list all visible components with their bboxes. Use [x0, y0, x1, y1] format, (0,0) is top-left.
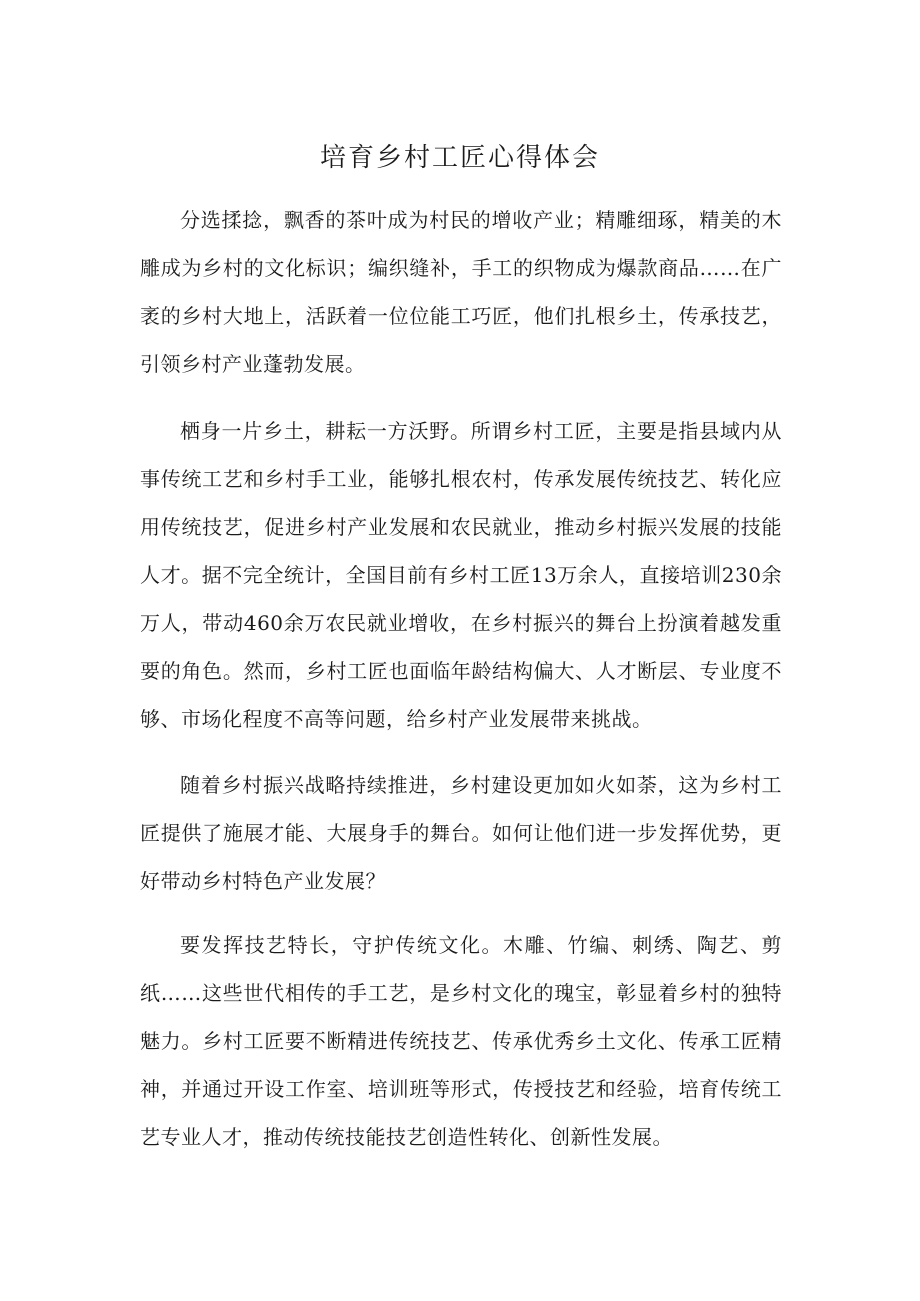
paragraph: 栖身一片乡土，耕耘一方沃野。所谓乡村工匠，主要是指县域内从事传统工艺和乡村手工业，能够扎根农村，传承发展传统技艺、转化应用传统技艺，促进乡村产业发展和农民就业，推动乡村振兴发展的技能人才。据不完全统计，全国目前有乡村工匠13万余人，直接培训230余万人，带动460余万农民就业增收，在乡村振兴的舞台上扮演着越发重要的角色。然而，乡村工匠也面临年龄结构偏大、人才断层、专业度不够、市场化程度不高等问题，给乡村产业发展带来挑战。: [140, 419, 782, 731]
paragraph: 要发挥技艺特长，守护传统文化。木雕、竹编、刺绣、陶艺、剪纸……这些世代相传的手工艺，是乡村文化的瑰宝，彰显着乡村的独特魅力。乡村工匠要不断精进传统技艺、传承优秀乡土文化、传承工匠精神，并通过开设工作室、培训班等形式，传授技艺和经验，培育传统工艺专业人才，推动传统技能技艺创造性转化、创新性发展。: [140, 933, 782, 1149]
paragraph: 随着乡村振兴战略持续推进，乡村建设更加如火如荼，这为乡村工匠提供了施展才能、大展身手的舞台。如何让他们进一步发挥优势，更好带动乡村特色产业发展？: [140, 773, 782, 893]
page-title: 培育乡村工匠心得体会: [319, 143, 600, 173]
paragraph: 分选揉捻，飘香的茶叶成为村民的增收产业；精雕细琢，精美的木雕成为乡村的文化标识；编织缝补，手工的织物成为爆款商品……在广袤的乡村大地上，活跃着一位位能工巧匠，他们扎根乡土，传承技艺，引领乡村产业蓬勃发展。: [140, 208, 782, 376]
